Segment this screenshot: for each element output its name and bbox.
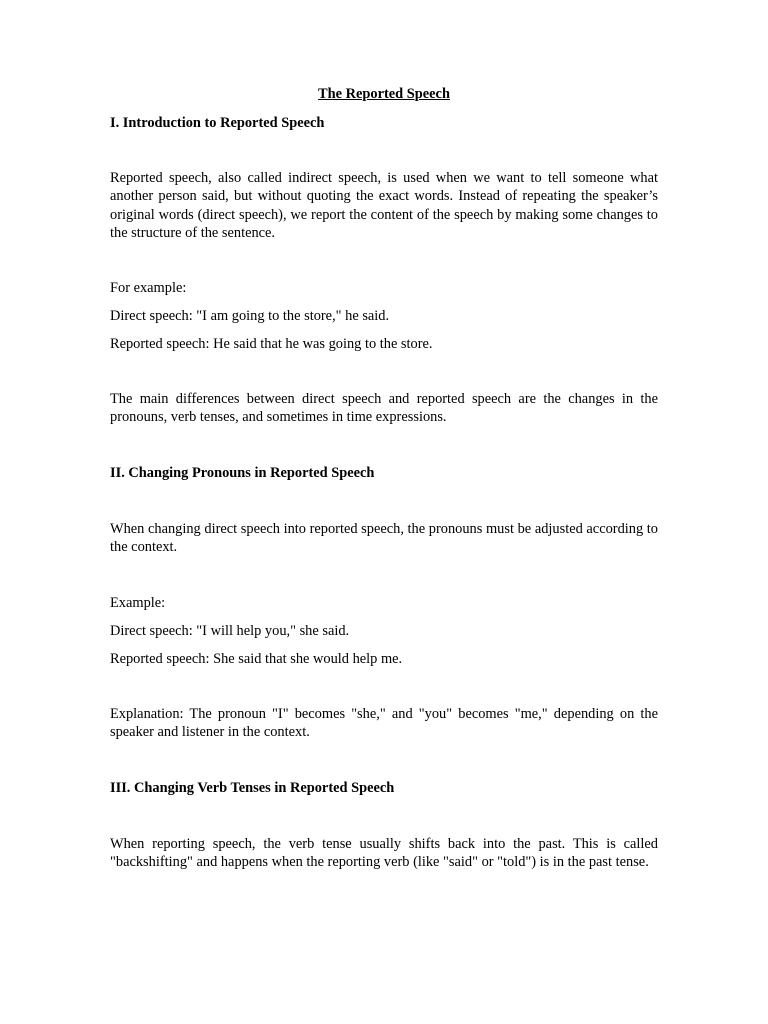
section-heading-pronouns: II. Changing Pronouns in Reported Speech — [110, 465, 375, 481]
section-heading-verb-tenses: III. Changing Verb Tenses in Reported Speech — [110, 780, 395, 796]
document-title: The Reported Speech — [318, 86, 450, 102]
example-label: Example: — [110, 595, 166, 611]
reported-speech-example: Reported speech: She said that she would help me. — [110, 651, 403, 667]
direct-speech-example: Direct speech: "I will help you," she said. — [110, 623, 350, 639]
section-heading-introduction: I. Introduction to Reported Speech — [110, 115, 325, 131]
example-label: For example: — [110, 280, 187, 296]
paragraph-main-differences: The main differences between direct speech and reported speech are the changes in the pronouns, verb tenses, and sometimes in time expressions. — [110, 391, 658, 426]
direct-speech-example: Direct speech: "I am going to the store," he said. — [110, 308, 390, 324]
paragraph-reported-speech-definition: Reported speech, also called indirect speech, is used when we want to tell someone what another person said, but without quoting the exact words. Instead of repeating the speaker’s original words (direct speech), we report the content of the speech by making some changes to the structure of the sentence. — [110, 170, 658, 242]
reported-speech-example: Reported speech: He said that he was going to the store. — [110, 336, 433, 352]
paragraph-backshifting: When reporting speech, the verb tense usually shifts back into the past. This is called "backshifting" and happens when the reporting verb (like "said" or "told") is in the past tense. — [110, 836, 658, 871]
paragraph-pronouns-intro: When changing direct speech into reported speech, the pronouns must be adjusted according to the context. — [110, 521, 658, 556]
paragraph-pronoun-explanation: Explanation: The pronoun "I" becomes "she," and "you" becomes "me," depending on the speaker and listener in the context. — [110, 706, 658, 741]
